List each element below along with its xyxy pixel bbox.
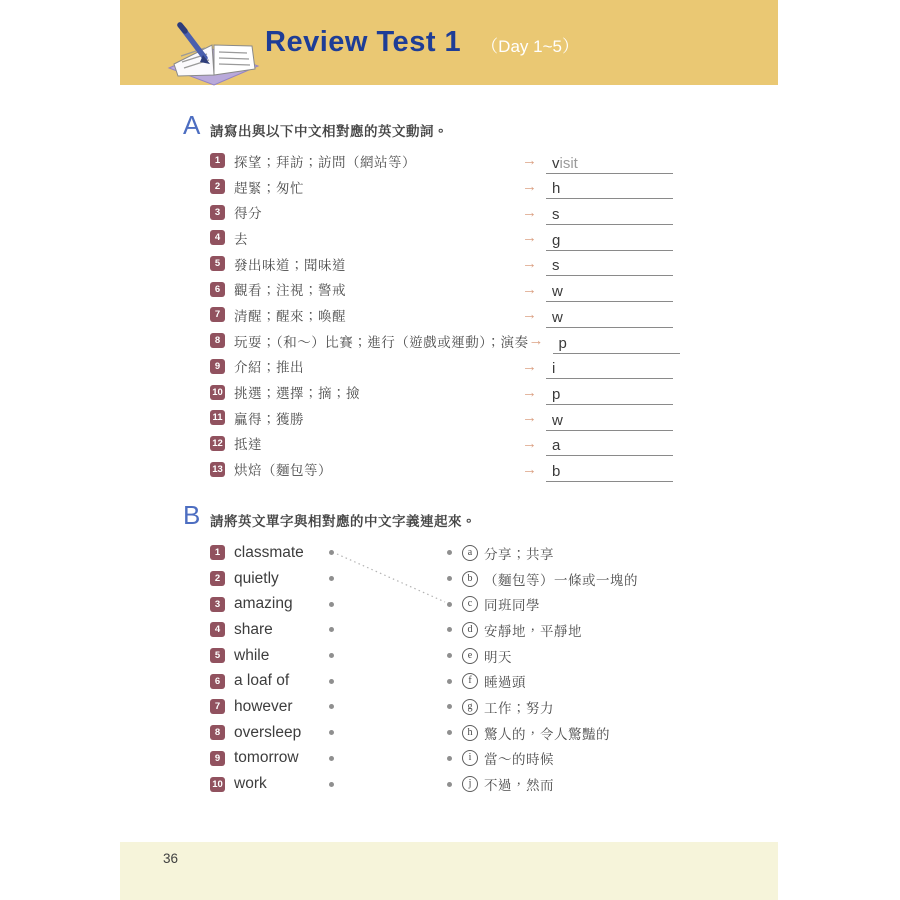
answer-blank — [546, 355, 673, 379]
item-number-badge: 8 — [210, 333, 225, 348]
arrow-icon: → — [522, 255, 537, 273]
english-word: classmate — [234, 543, 304, 561]
chinese-meaning: 不過，然而 — [484, 778, 554, 794]
answer-blank — [546, 458, 673, 482]
item-number-badge: 1 — [210, 153, 225, 168]
chinese-prompt: 清醒；醒來；喚醒 — [234, 308, 346, 324]
verb-exercise-row — [210, 302, 673, 328]
match-dot-right — [447, 679, 452, 684]
chinese-prompt: 趕緊；匆忙 — [234, 180, 304, 196]
match-meaning-row — [447, 540, 638, 566]
match-dot-left — [329, 576, 334, 581]
answer-blank — [546, 432, 673, 456]
match-dot-right — [447, 627, 452, 632]
match-meaning-row — [447, 591, 638, 617]
day-range-label: （Day 1~5） — [481, 37, 579, 56]
answer-hint-letter: s — [552, 257, 560, 275]
answer-hint-letter: h — [552, 180, 561, 198]
footer-band — [120, 842, 778, 900]
match-dot-right — [447, 730, 452, 735]
english-word: work — [234, 775, 267, 793]
answer-blank — [546, 381, 673, 405]
chinese-prompt: 烘焙（麵包等） — [234, 463, 332, 479]
match-dot-right — [447, 756, 452, 761]
meaning-letter-badge: j — [462, 776, 478, 792]
match-word-row — [210, 771, 334, 797]
match-dot-left — [329, 602, 334, 607]
answer-blank — [546, 278, 673, 302]
verb-exercise-row — [210, 225, 673, 251]
match-dot-left — [329, 730, 334, 735]
item-number-badge: 7 — [210, 307, 225, 322]
item-number-badge: 1 — [210, 545, 225, 560]
section-a-list — [210, 148, 673, 482]
chinese-prompt: 抵達 — [234, 437, 262, 453]
verb-exercise-row — [210, 431, 673, 457]
match-dot-left — [329, 627, 334, 632]
item-number-badge: 11 — [210, 410, 225, 425]
match-meaning-row — [447, 771, 638, 797]
arrow-icon: → — [522, 152, 537, 170]
match-dot-right — [447, 782, 452, 787]
chinese-prompt: 探望；拜訪；訪問（網站等） — [234, 154, 416, 170]
match-dot-left — [329, 704, 334, 709]
chinese-prompt: 玩耍；（和～）比賽；進行（遊戲或運動）；演奏 — [234, 334, 529, 350]
match-dot-right — [447, 653, 452, 658]
match-word-row — [210, 617, 334, 643]
answer-hint-letter: w — [552, 308, 563, 326]
match-dot-left — [329, 782, 334, 787]
item-number-badge: 6 — [210, 282, 225, 297]
page-number: 36 — [163, 851, 179, 866]
meaning-letter-badge: e — [462, 648, 478, 664]
english-word: tomorrow — [234, 749, 299, 767]
match-meaning-row — [447, 694, 638, 720]
chinese-prompt: 發出味道；聞味道 — [234, 257, 346, 273]
english-word: quietly — [234, 569, 279, 587]
match-dot-left — [329, 653, 334, 658]
item-number-badge: 8 — [210, 725, 225, 740]
verb-exercise-row — [210, 174, 673, 200]
section-a-label: A — [183, 110, 201, 140]
match-meaning-row — [447, 566, 638, 592]
section-b-instruction: 請將英文單字與相對應的中文字義連起來。 — [210, 514, 476, 529]
item-number-badge: 3 — [210, 597, 225, 612]
arrow-icon: → — [522, 306, 537, 324]
arrow-icon: → — [522, 434, 537, 452]
item-number-badge: 2 — [210, 179, 225, 194]
answer-blank — [546, 150, 673, 174]
match-dot-left — [329, 550, 334, 555]
english-word: share — [234, 620, 273, 638]
item-number-badge: 9 — [210, 751, 225, 766]
answer-hint-letter: a — [552, 437, 561, 455]
english-word: oversleep — [234, 723, 302, 741]
match-meaning-row — [447, 617, 638, 643]
answer-example-text: isit — [559, 154, 578, 172]
match-meaning-row — [447, 643, 638, 669]
chinese-prompt: 觀看；注視；警戒 — [234, 283, 346, 299]
chinese-prompt: 去 — [234, 231, 248, 247]
open-book-with-pen-icon — [165, 22, 260, 86]
meaning-letter-badge: c — [462, 596, 478, 612]
match-word-row — [210, 643, 334, 669]
match-word-row — [210, 591, 334, 617]
meaning-letter-badge: a — [462, 545, 478, 561]
verb-exercise-row — [210, 251, 673, 277]
answer-blank — [546, 227, 673, 251]
verb-exercise-row — [210, 456, 673, 482]
header-band — [120, 0, 778, 85]
match-word-row — [210, 668, 334, 694]
match-dot-right — [447, 602, 452, 607]
english-word: a loaf of — [234, 672, 290, 690]
answer-hint-letter: b — [552, 462, 561, 480]
item-number-badge: 3 — [210, 205, 225, 220]
chinese-meaning: 明天 — [484, 649, 512, 665]
english-word: amazing — [234, 595, 293, 613]
verb-exercise-row — [210, 148, 673, 174]
section-b-word-list — [210, 540, 334, 797]
item-number-badge: 12 — [210, 436, 225, 451]
item-number-badge: 6 — [210, 674, 225, 689]
section-b-meaning-list — [447, 540, 638, 797]
answer-blank — [546, 201, 673, 225]
match-word-row — [210, 720, 334, 746]
match-word-row — [210, 746, 334, 772]
chinese-prompt: 贏得；獲勝 — [234, 411, 304, 427]
match-word-row — [210, 540, 334, 566]
match-meaning-row — [447, 746, 638, 772]
item-number-badge: 13 — [210, 462, 225, 477]
item-number-badge: 10 — [210, 385, 225, 400]
match-dot-right — [447, 550, 452, 555]
match-dot-right — [447, 576, 452, 581]
arrow-icon: → — [522, 357, 537, 375]
item-number-badge: 5 — [210, 256, 225, 271]
arrow-icon: → — [522, 409, 537, 427]
answer-blank — [546, 252, 673, 276]
arrow-icon: → — [522, 383, 537, 401]
match-word-row — [210, 694, 334, 720]
section-a-instruction: 請寫出與以下中文相對應的英文動詞。 — [210, 124, 448, 139]
chinese-meaning: 當～的時候 — [484, 752, 554, 768]
meaning-letter-badge: h — [462, 725, 478, 741]
match-meaning-row — [447, 720, 638, 746]
arrow-icon: → — [522, 178, 537, 196]
verb-exercise-row — [210, 379, 673, 405]
english-word: however — [234, 697, 293, 715]
chinese-prompt: 得分 — [234, 206, 262, 222]
answer-blank — [546, 175, 673, 199]
item-number-badge: 2 — [210, 571, 225, 586]
match-word-row — [210, 566, 334, 592]
chinese-meaning: 工作；努力 — [484, 700, 554, 716]
verb-exercise-row — [210, 199, 673, 225]
meaning-letter-badge: g — [462, 699, 478, 715]
answer-blank — [553, 330, 680, 354]
arrow-icon: → — [522, 203, 537, 221]
chinese-meaning: 睡過頭 — [484, 675, 526, 691]
chinese-meaning: （麵包等）一條或一塊的 — [484, 572, 638, 588]
chinese-prompt: 挑選；選擇；摘；撿 — [234, 386, 360, 402]
chinese-prompt: 介紹；推出 — [234, 360, 304, 376]
chinese-meaning: 驚人的，令人驚豔的 — [484, 726, 610, 742]
english-word: while — [234, 646, 270, 664]
answer-hint-letter: p — [552, 385, 561, 403]
item-number-badge: 10 — [210, 777, 225, 792]
answer-hint-letter: w — [552, 411, 563, 429]
answer-hint-letter: w — [552, 283, 563, 301]
verb-exercise-row — [210, 405, 673, 431]
verb-exercise-row — [210, 354, 673, 380]
item-number-badge: 4 — [210, 230, 225, 245]
section-b-label: B — [183, 500, 201, 530]
answer-hint-letter: p — [558, 334, 567, 352]
meaning-letter-badge: f — [462, 673, 478, 689]
match-dot-left — [329, 756, 334, 761]
match-meaning-row — [447, 668, 638, 694]
chinese-meaning: 分享；共享 — [484, 546, 554, 562]
answer-hint-letter: s — [552, 206, 560, 224]
verb-exercise-row — [210, 276, 673, 302]
page-title: Review Test 1 — [265, 26, 462, 58]
item-number-badge: 9 — [210, 359, 225, 374]
chinese-meaning: 同班同學 — [484, 598, 540, 614]
item-number-badge: 7 — [210, 699, 225, 714]
match-dot-left — [329, 679, 334, 684]
arrow-icon: → — [522, 460, 537, 478]
meaning-letter-badge: i — [462, 750, 478, 766]
match-dot-right — [447, 704, 452, 709]
chinese-meaning: 安靜地，平靜地 — [484, 623, 582, 639]
answer-blank — [546, 407, 673, 431]
answer-hint-letter: g — [552, 231, 561, 249]
verb-exercise-row — [210, 328, 673, 354]
answer-blank — [546, 304, 673, 328]
meaning-letter-badge: d — [462, 622, 478, 638]
arrow-icon: → — [522, 229, 537, 247]
arrow-icon: → — [522, 280, 537, 298]
item-number-badge: 4 — [210, 622, 225, 637]
item-number-badge: 5 — [210, 648, 225, 663]
answer-hint-letter: v — [552, 154, 560, 172]
answer-hint-letter: i — [552, 360, 556, 378]
arrow-icon: → — [528, 332, 544, 350]
meaning-letter-badge: b — [462, 571, 478, 587]
